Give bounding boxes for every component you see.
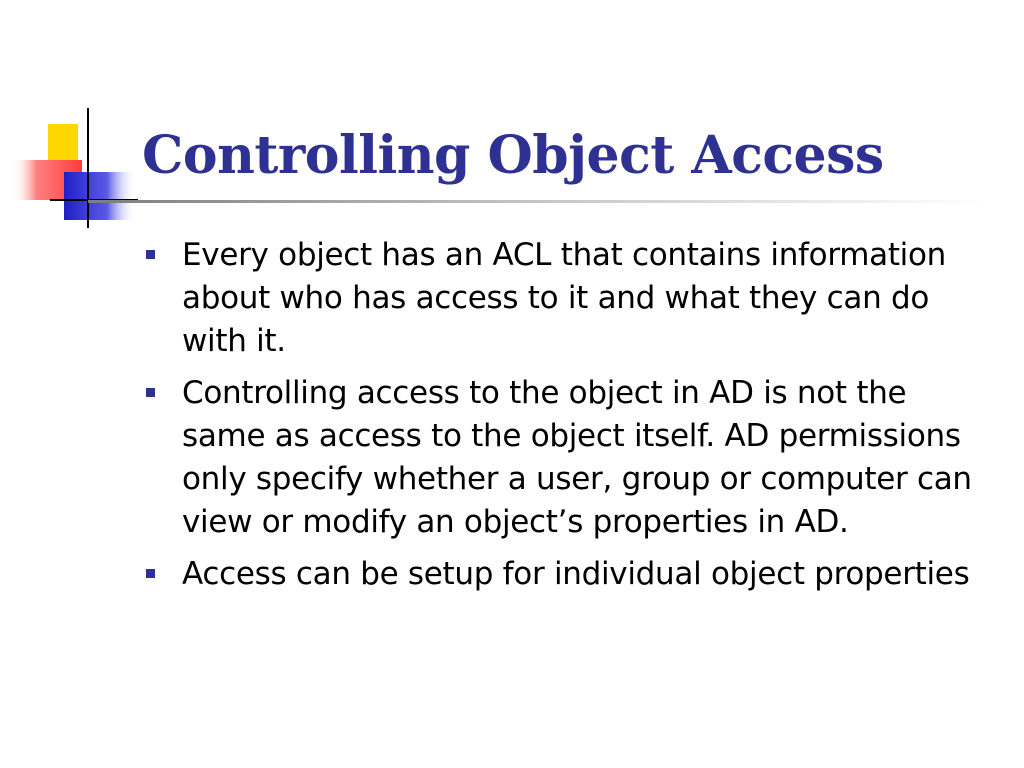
bullet-list — [142, 234, 972, 605]
slide-title: Controlling Object Access — [142, 125, 884, 186]
bullet-text: Access can be setup for individual object properties — [182, 556, 970, 592]
ornament-blue-block — [64, 172, 136, 220]
bullet-item — [142, 234, 972, 363]
bullet-text: Every object has an ACL that contains information about who has access to it and what they can do with it. — [182, 237, 947, 359]
title-divider — [88, 200, 988, 203]
bullet-item — [142, 372, 972, 544]
square-bullet-icon — [146, 569, 155, 578]
bullet-text: Controlling access to the object in AD is not the same as access to the object itself. AD permissions only specify whether a user, group or computer can view or modify an object’s properties in AD. — [182, 375, 972, 540]
square-bullet-icon — [146, 250, 155, 259]
bullet-item — [142, 553, 972, 596]
square-bullet-icon — [146, 388, 155, 397]
corner-ornament — [0, 0, 150, 240]
